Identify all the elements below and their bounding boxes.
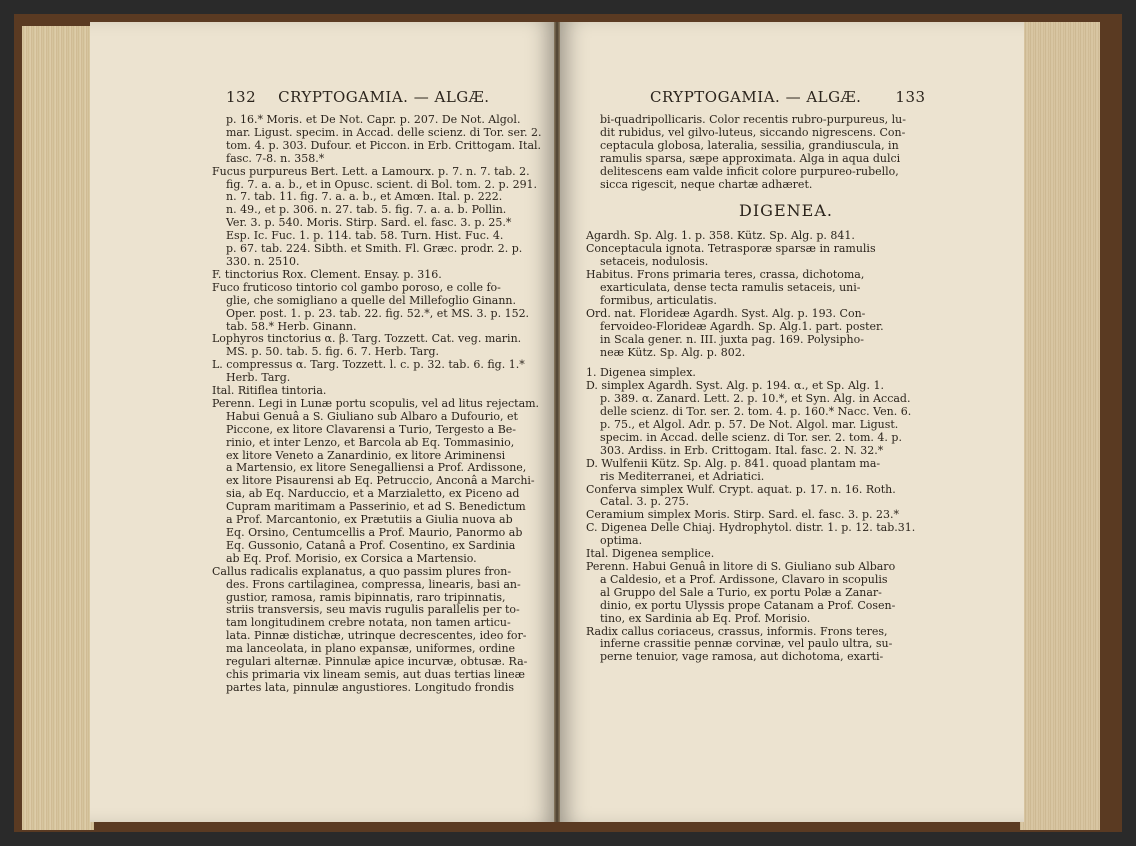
text-line: Eq. Orsino, Centumcellis a Prof. Maurio, Panormo ab	[226, 526, 523, 539]
right-running-head	[650, 88, 926, 106]
species-entry	[586, 367, 986, 664]
text-line: Ital. Ritiflea tintoria.	[212, 384, 327, 398]
text-line: formibus, articulatis.	[600, 293, 717, 307]
text-line: Ital. Digenea semplice.	[586, 547, 715, 561]
text-line: regulari alternæ. Pinnulæ apice incurvæ, obtusæ. Ra-	[226, 655, 528, 669]
text-line: ma lanceolata, in plano expansæ, uniformes, ordine	[226, 642, 516, 656]
text-line: D. simplex Agardh. Syst. Alg. p. 194. α., et Sp. Alg. 1.	[586, 379, 884, 393]
text-line: 303. Ardiss. in Erb. Crittogam. Ital. fasc. 2. N. 32.*	[600, 443, 884, 457]
text-line: specim. in Accad. delle scienz. di Tor. ser. 2. tom. 4. p.	[600, 430, 902, 444]
text-line: sicca rigescit, neque chartæ adhæret.	[600, 177, 813, 191]
text-line: n. 49., et p. 306. n. 27. tab. 5. fig. 7. a. a. b. Pollin.	[226, 203, 507, 217]
text-line: partes lata, pinnulæ angustiores. Longitudo frondis	[226, 680, 515, 694]
text-line: Piccone, ex litore Clavarensi a Turio, Tergesto a Be-	[226, 422, 517, 436]
text-line: fig. 7. a. a. b., et in Opusc. scient. di Bol. tom. 2. p. 291.	[226, 177, 538, 191]
left-head-title: CRYPTOGAMIA. — ALGÆ.	[278, 88, 490, 106]
text-line: tam longitudinem crebre notata, non tamen articu-	[226, 616, 511, 630]
text-line: ris Mediterranei, et Adriatici.	[600, 469, 765, 483]
text-line: MS. p. 50. tab. 5. fig. 6. 7. Herb. Targ.	[226, 345, 440, 359]
text-line: dit rubidus, vel gilvo-luteus, siccando nigrescens. Con-	[600, 125, 906, 139]
text-line: Catal. 3. p. 275.	[600, 495, 689, 509]
text-line: neæ Kütz. Sp. Alg. p. 802.	[600, 345, 746, 359]
text-line: Cupram maritimam a Passerinio, et ad S. Benedictum	[226, 500, 526, 514]
text-line: Fucus purpureus Bert. Lett. a Lamourx. p. 7. n. 7. tab. 2.	[212, 164, 530, 178]
text-line: Callus radicalis explanatus, a quo passim plures fron-	[212, 564, 512, 578]
text-line: dinio, ex portu Ulyssis prope Catanam a Prof. Cosen-	[600, 598, 896, 612]
text-line: Oper. post. 1. p. 23. tab. 22. fig. 52.*, et MS. 3. p. 152.	[226, 306, 530, 320]
text-line: lata. Pinnæ distichæ, utrinque decrescentes, ideo for-	[226, 629, 527, 643]
text-line: Perenn. Habui Genuâ in litore di S. Giuliano sub Albaro	[586, 560, 896, 573]
text-line: p. 67. tab. 224. Sibth. et Smith. Fl. Græc. prodr. 2. p.	[226, 242, 523, 256]
text-line: D. Wulfenii Kütz. Sp. Alg. p. 841. quoad plantam ma-	[586, 456, 881, 470]
text-line: chis primaria vix lineam semis, aut duas tertias lineæ	[226, 667, 526, 681]
text-line: des. Frons cartilaginea, compressa, linearis, basi an-	[226, 577, 521, 591]
text-line: tom. 4. p. 303. Dufour. et Piccon. in Erb. Crittogam. Ital.	[226, 138, 542, 152]
page-edges-left	[22, 26, 94, 830]
text-line: a Prof. Marcantonio, ex Prætutiis a Giulia nuova ab	[226, 513, 513, 527]
text-line: Habitus. Frons primaria teres, crassa, dichotoma,	[586, 268, 865, 282]
text-line: mar. Ligust. specim. in Accad. delle scienz. di Tor. ser. 2.	[226, 125, 542, 139]
text-line: ex litore Veneto a Zanardinio, ex litore Ariminensi	[226, 448, 506, 462]
text-line: Fuco fruticoso tintorio col gambo poroso, e colle fo-	[212, 280, 501, 294]
left-running-head	[226, 88, 490, 106]
text-line: 1. Digenea simplex.	[586, 366, 696, 380]
text-line: p. 16.* Moris. et De Not. Capr. p. 207. De Not. Algol.	[226, 113, 521, 126]
text-line: a Caldesio, et a Prof. Ardissone, Clavaro in scopulis	[600, 572, 888, 586]
text-line: Conceptacula ignota. Tetrasporæ sparsæ in ramulis	[586, 242, 876, 256]
left-page-number: 132	[226, 88, 257, 106]
text-line: fasc. 7-8. n. 358.*	[226, 151, 325, 165]
text-line: ramulis sparsa, sæpe approximata. Alga in aqua dulci	[600, 151, 901, 165]
text-line: Conferva simplex Wulf. Crypt. aquat. p. 17. n. 16. Roth.	[586, 482, 896, 496]
right-page-number: 133	[895, 88, 926, 106]
text-line: Lophyros tinctorius α. β. Targ. Tozzett. Cat. veg. marin.	[212, 332, 522, 346]
text-line: fervoideo-Florideæ Agardh. Sp. Alg.1. part. poster.	[600, 319, 884, 333]
text-line: gustior, ramosa, ramis bipinnatis, raro tripinnatis,	[226, 590, 506, 604]
text-line: striis transversis, seu mavis rugulis parallelis per to-	[226, 603, 520, 617]
text-line: Eq. Gussonio, Catanâ a Prof. Cosentino, ex Sardinia	[226, 538, 516, 552]
page-edges-right	[1020, 22, 1100, 830]
text-line: Ver. 3. p. 540. Moris. Stirp. Sard. el. fasc. 3. p. 25.*	[226, 216, 512, 230]
right-head-title: CRYPTOGAMIA. — ALGÆ.	[650, 88, 862, 106]
book-gutter	[554, 22, 560, 822]
text-line: Esp. Ic. Fuc. 1. p. 114. tab. 58. Turn. Hist. Fuc. 4.	[226, 229, 504, 243]
text-line: p. 389. α. Zanard. Lett. 2. p. 10.*, et Syn. Alg. in Accad.	[600, 392, 911, 406]
text-line: in Scala gener. n. III. juxta pag. 169. Polysipho-	[600, 332, 864, 346]
text-line: rinio, et inter Lenzo, et Barcola ab Eq. Tommasinio,	[226, 435, 515, 449]
text-line: al Gruppo del Sale a Turio, ex portu Polæ a Zanar-	[600, 585, 882, 599]
text-line: delle scienz. di Tor. ser. 2. tom. 4. p. 160.* Nacc. Ven. 6.	[600, 405, 912, 419]
text-line: Ord. nat. Florideæ Agardh. Syst. Alg. p. 193. Con-	[586, 306, 866, 320]
text-line: inferne crassitie pennæ corvinæ, vel paulo ultra, su-	[600, 637, 893, 651]
text-line: exarticulata, dense tecta ramulis setaceis, uni-	[600, 280, 861, 294]
text-line: optima.	[600, 534, 643, 548]
text-line: delitescens eam valde inficit colore purpureo-rubello,	[600, 164, 899, 178]
text-line: Herb. Targ.	[226, 371, 291, 385]
text-line: sia, ab Eq. Narduccio, et a Marzialetto, ex Piceno ad	[226, 487, 520, 501]
section-title: DIGENEA.	[739, 201, 833, 221]
text-line: ceptacula globosa, lateralia, sessilia, grandiuscula, in	[600, 138, 899, 152]
text-line: Ceramium simplex Moris. Stirp. Sard. el. fasc. 3. p. 23.*	[586, 508, 899, 522]
text-line: ex litore Pisaurensi ab Eq. Petruccio, Anconâ a Marchi-	[226, 474, 535, 488]
text-line: n. 7. tab. 11. fig. 7. a. a. b., et Amœn. Ital. p. 222.	[226, 190, 503, 204]
text-line: ab Eq. Prof. Morisio, ex Corsica a Martensio.	[226, 551, 477, 565]
text-line: L. compressus α. Targ. Tozzett. l. c. p. 32. tab. 6. fig. 1.*	[212, 358, 525, 372]
text-line: Habui Genuâ a S. Giuliano sub Albaro a Dufourio, et	[226, 409, 518, 423]
text-line: a Martensio, ex litore Senegalliensi a Prof. Ardissone,	[226, 461, 527, 475]
left-page	[90, 22, 556, 822]
text-line: Agardh. Sp. Alg. 1. p. 358. Kütz. Sp. Alg. p. 841.	[586, 229, 855, 243]
text-line: Radix callus coriaceus, crassus, informis. Frons teres,	[586, 624, 888, 638]
text-line: tab. 58.* Herb. Ginann.	[226, 319, 357, 333]
text-line: bi-quadripollicaris. Color recentis rubro-purpureus, lu-	[600, 113, 906, 126]
text-line: perne tenuior, vage ramosa, aut dichotoma, exarti-	[600, 650, 884, 664]
text-line: C. Digenea Delle Chiaj. Hydrophytol. distr. 1. p. 12. tab.31.	[586, 521, 916, 535]
right-intro-paragraph	[586, 114, 986, 191]
right-body-text	[586, 114, 986, 664]
right-page	[558, 22, 1024, 822]
text-line: Perenn. Legi in Lunæ portu scopulis, vel ad litus rejectam.	[212, 396, 540, 410]
genus-description	[586, 230, 986, 359]
text-line: setaceis, nodulosis.	[600, 255, 709, 269]
text-line: p. 75., et Algol. Adr. p. 57. De Not. Algol. mar. Ligust.	[600, 418, 899, 432]
text-line: tino, ex Sardinia ab Eq. Prof. Morisio.	[600, 611, 811, 625]
text-line: 330. n. 2510.	[226, 254, 300, 268]
text-line: glie, che somigliano a quelle del Millefoglio Ginann.	[226, 293, 517, 307]
text-line: F. tinctorius Rox. Clement. Ensay. p. 316.	[212, 267, 442, 281]
